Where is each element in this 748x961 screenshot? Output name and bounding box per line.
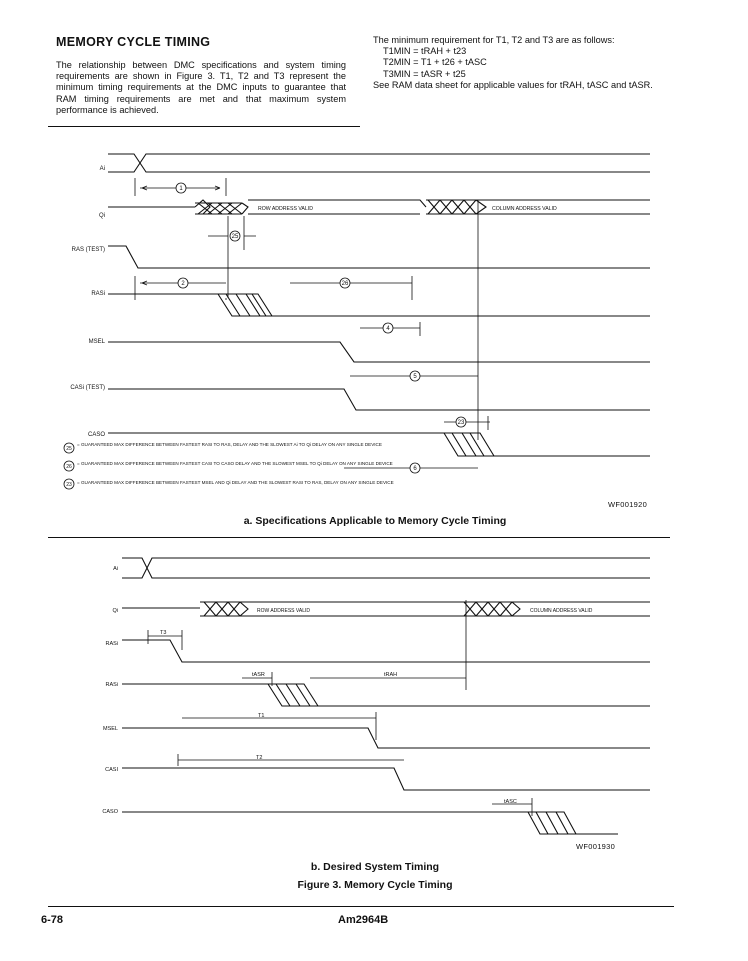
qi-col-label-b: COLUMN ADDRESS VALID (530, 608, 593, 614)
wave-b-caso (122, 812, 618, 834)
figure-title: Figure 3. Memory Cycle Timing (297, 879, 453, 891)
timing-diagram-a (0, 130, 748, 520)
qi-col-label-a: COLUMN ADDRESS VALID (492, 206, 557, 212)
requirements-block (373, 35, 673, 91)
interval-1: 1 (179, 186, 183, 192)
sig-b-rasi-1: RASi (105, 641, 118, 647)
wave-b-msel (122, 728, 650, 748)
sig-b-qi: Qi (112, 608, 118, 614)
interval-6: 6 (413, 466, 417, 472)
wave-a-qi (108, 200, 650, 214)
sig-b-ai: Ai (113, 566, 118, 572)
footnote-26: = GUARANTEED MAX DIFFERENCE BETWEEN FASTEST CASI TO CASO DELAY AND THE SLOWEST MSEL TO Qi DELAY ON ANY SINGLE DEVICE (77, 461, 393, 466)
sig-a-caso: CASO (87, 432, 105, 438)
wave-b-rasi-2 (122, 684, 650, 706)
sig-b-casi: CASI (105, 767, 118, 773)
wave-a-casi-test (108, 389, 650, 410)
equation-t1: T1MIN = tRAH + t23 (383, 46, 467, 57)
note-id-26: 26 (66, 464, 72, 470)
wave-b-qi (122, 602, 650, 616)
equation-t3: T3MIN = tASR + t25 (383, 68, 466, 79)
ram-datasheet-note: See RAM data sheet for applicable values for tRAH, tASC and tASR. (373, 79, 653, 90)
sig-a-msel: MSEL (88, 339, 105, 345)
interval-4: 4 (386, 326, 390, 332)
interval-2: 2 (181, 281, 185, 287)
sig-b-rasi-2: RASi (105, 682, 118, 688)
interval-23: 23 (457, 420, 465, 426)
sig-a-casi-test: CASi (TEST) (70, 385, 105, 391)
sig-a-ai: Ai (99, 166, 105, 172)
label-tasc: tASC (504, 799, 517, 805)
label-t3: T3 (160, 630, 167, 636)
sig-a-rasi: RASi (91, 291, 105, 297)
figure-a-code: WF001920 (608, 500, 648, 509)
note-id-23: 23 (66, 482, 72, 488)
figure-b-code: WF001930 (576, 842, 616, 851)
sig-b-msel: MSEL (103, 726, 118, 732)
interval-5: 5 (413, 374, 417, 380)
wave-a-rasi (108, 294, 650, 316)
label-t2: T2 (256, 755, 263, 761)
qi-row-label-a: ROW ADDRESS VALID (258, 206, 313, 212)
divider-mid (48, 537, 670, 538)
interval-markers-a (135, 178, 490, 468)
intro-paragraph: The relationship between DMC specifications and system timing requirements are shown in Figure 3. T1, T2 and T3 represent the minimum timing requirements at the DMC inputs to guarantee that RAM timing requirements are met and that maximum system performance is achieved. (56, 60, 346, 115)
label-trah: tRAH (384, 672, 398, 678)
equation-t2: T2MIN = T1 + t26 + tASC (383, 57, 487, 68)
wave-b-casi (122, 768, 650, 790)
footnotes-a (64, 443, 74, 489)
interval-markers-b (148, 600, 532, 816)
label-tasr: tASR (252, 672, 265, 678)
note-id-25: 25 (66, 446, 72, 452)
footnote-23: = GUARANTEED MAX DIFFERENCE BETWEEN FASTEST MSEL AND Qi DELAY AND THE SLOWEST RASI TO RAS, DELAY ON ANY SINGLE DEVICE (77, 480, 394, 485)
figure-a-caption: a. Specifications Applicable to Memory Cycle Timing (243, 515, 507, 527)
timing-diagram-b (0, 540, 748, 860)
wave-b-rasi-1 (122, 640, 650, 662)
label-t1: T1 (258, 713, 265, 719)
sig-a-ras-test: RAS (TEST) (71, 247, 105, 253)
sig-a-qi: Qi (99, 213, 105, 219)
figure-b-caption: b. Desired System Timing (310, 861, 440, 873)
divider-top (48, 126, 360, 127)
wave-b-ai (122, 558, 650, 578)
section-heading: MEMORY CYCLE TIMING (56, 35, 211, 49)
interval-26: 26 (341, 281, 349, 287)
requirements-intro: The minimum requirement for T1, T2 and T3 are as follows: (373, 35, 615, 45)
page-number: 6-78 (41, 914, 64, 926)
sig-b-caso: CASO (102, 809, 118, 815)
wave-a-ai (108, 154, 650, 172)
qi-row-label-b: ROW ADDRESS VALID (257, 608, 310, 614)
footnote-25: = GUARANTEED MAX DIFFERENCE BETWEEN FASTEST RASI TO RAS, DELAY AND THE SLOWEST Ai TO Qi DELAY ON ANY SINGLE DEVICE (77, 442, 382, 447)
interval-25: 25 (231, 234, 239, 240)
wave-a-ras-test (108, 246, 650, 268)
divider-footer (48, 906, 674, 907)
wave-a-msel (108, 342, 650, 362)
part-number: Am2964B (338, 914, 389, 926)
